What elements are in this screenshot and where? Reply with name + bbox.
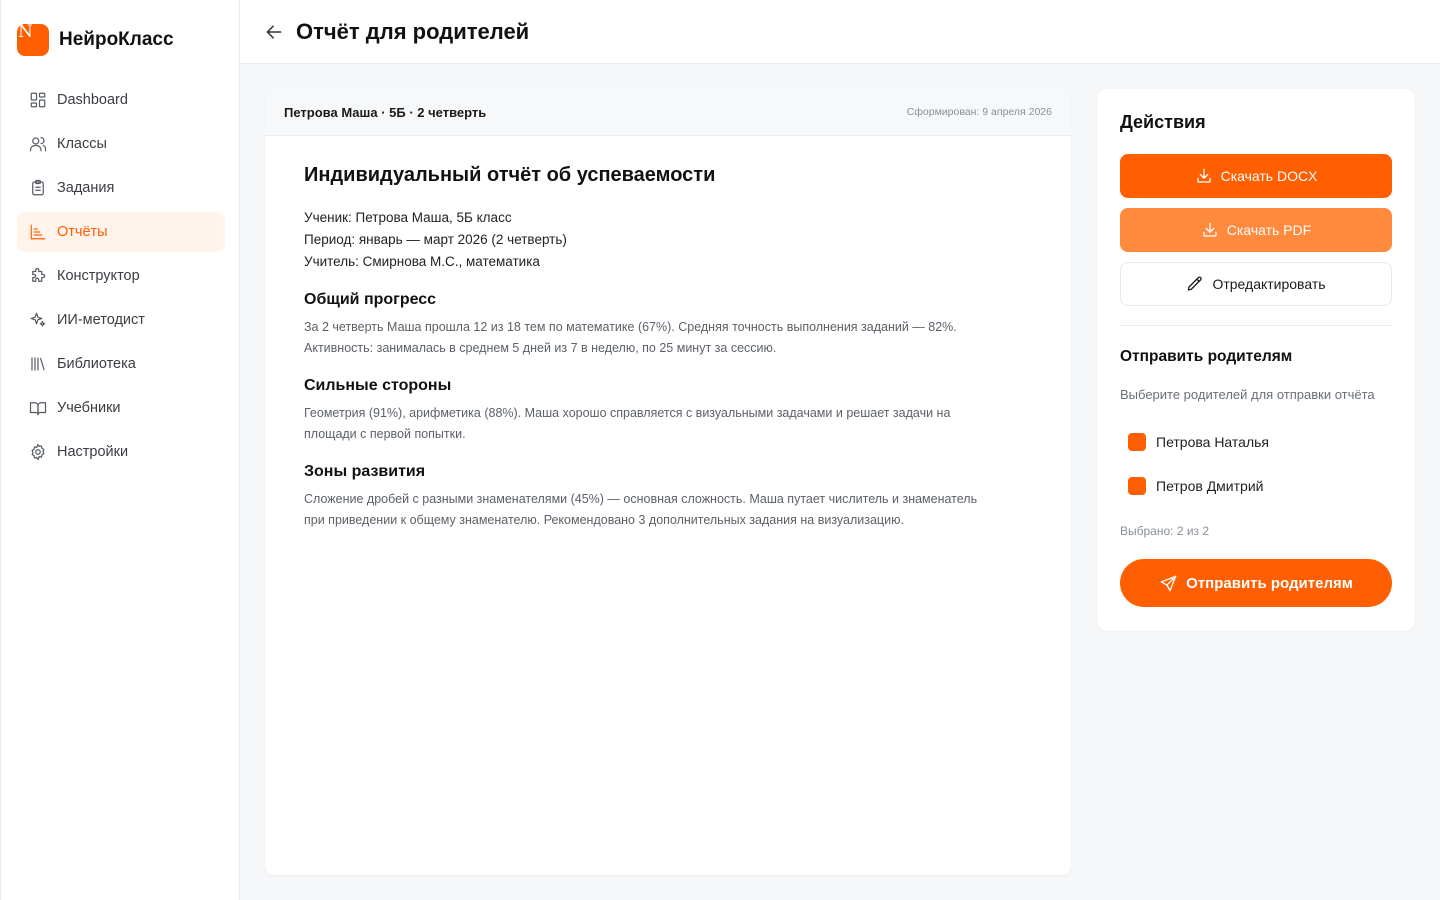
section-line: За 2 четверть Маша прошла 12 из 18 тем по математике (67%). Средняя точность выполнения заданий — 82%. — [304, 320, 957, 334]
sidebar-item-label: Учебники — [57, 400, 121, 416]
download-icon — [1195, 167, 1213, 185]
send-icon — [1159, 574, 1178, 593]
checkbox-checked[interactable] — [1128, 433, 1146, 451]
sidebar-item-classes[interactable] — [17, 124, 225, 164]
send-hint: Выберите родителей для отправки отчёта — [1120, 387, 1375, 402]
send-title: Отправить родителям — [1120, 348, 1293, 365]
users-icon — [29, 135, 47, 153]
report-teacher: Учитель: Смирнова М.С., математика — [304, 254, 540, 269]
report-period: Период: январь — март 2026 (2 четверть) — [304, 232, 567, 247]
actions-title: Действия — [1120, 112, 1206, 132]
chart-icon — [29, 223, 47, 241]
section-line: Геометрия (91%), арифметика (88%). Маша хорошо справляется с визуальными задачами и решает задачи на — [304, 406, 951, 420]
sidebar-item-assignments[interactable] — [17, 168, 225, 208]
parent-name: Петров Дмитрий — [1156, 478, 1264, 494]
sidebar-item-label: ИИ-методист — [57, 312, 145, 328]
clipboard-icon — [29, 179, 47, 197]
parent-checkbox-row[interactable] — [1128, 476, 1263, 496]
send-button-label: Отправить родителям — [1186, 574, 1353, 592]
library-icon — [29, 355, 47, 373]
book-open-icon — [29, 399, 47, 417]
brand-name: НейроКласс — [59, 29, 174, 50]
sidebar — [0, 0, 240, 900]
sidebar-item-textbooks[interactable] — [17, 388, 225, 428]
report-body — [265, 136, 1071, 559]
sidebar-item-ai-methodist[interactable] — [17, 300, 225, 340]
gear-icon — [29, 443, 47, 461]
section-title-strengths: Сильные стороны — [304, 377, 452, 394]
sidebar-item-reports[interactable] — [17, 212, 225, 252]
parent-checkbox-row[interactable] — [1128, 432, 1269, 452]
puzzle-icon — [29, 267, 47, 285]
sidebar-item-label: Библиотека — [57, 356, 136, 372]
sidebar-item-label: Конструктор — [57, 268, 140, 284]
brand-logo — [17, 24, 49, 56]
report-card — [265, 89, 1071, 875]
sidebar-item-constructor[interactable] — [17, 256, 225, 296]
edit-button[interactable] — [1120, 262, 1392, 306]
pencil-icon — [1186, 275, 1204, 293]
brand[interactable] — [17, 24, 174, 56]
section-line: Активность: занималась в среднем 5 дней из 7 в неделю, по 25 минут за сессию. — [304, 341, 777, 355]
download-pdf-button[interactable] — [1120, 208, 1392, 252]
divider — [1120, 325, 1392, 326]
sidebar-item-label: Классы — [57, 136, 107, 152]
sidebar-item-settings[interactable] — [17, 432, 225, 472]
send-to-parents-button[interactable] — [1120, 559, 1392, 607]
actions-panel — [1097, 89, 1415, 631]
sidebar-item-label: Настройки — [57, 444, 129, 460]
download-icon — [1201, 221, 1219, 239]
section-line: площади с первой попытки. — [304, 427, 466, 441]
sidebar-item-label: Отчёты — [57, 224, 108, 240]
page-title: Отчёт для родителей — [296, 18, 530, 44]
download-docx-button[interactable] — [1120, 154, 1392, 198]
download-pdf-label: Скачать PDF — [1226, 222, 1312, 238]
brand-logo-letter: N — [18, 24, 33, 42]
section-title-growth-areas: Зоны развития — [304, 463, 426, 480]
selected-count: Выбрано: 2 из 2 — [1120, 524, 1210, 538]
sidebar-item-label: Dashboard — [57, 92, 128, 108]
report-title: Индивидуальный отчёт об успеваемости — [304, 164, 716, 186]
top-bar — [240, 0, 1440, 64]
edit-label: Отредактировать — [1212, 276, 1326, 292]
sidebar-item-dashboard[interactable] — [17, 80, 225, 120]
report-header — [265, 89, 1071, 136]
download-docx-label: Скачать DOCX — [1220, 168, 1318, 184]
section-title-progress: Общий прогресс — [304, 291, 437, 308]
sidebar-item-library[interactable] — [17, 344, 225, 384]
section-line: при приведении к общему знаменателю. Рекомендовано 3 дополнительных задания на визуализацию. — [304, 513, 904, 527]
sidebar-nav — [17, 80, 225, 476]
sidebar-item-label: Задания — [57, 180, 115, 196]
checkbox-checked[interactable] — [1128, 477, 1146, 495]
report-generated-date: Сформирован: 9 апреля 2026 — [906, 106, 1052, 118]
parent-name: Петрова Наталья — [1156, 434, 1269, 450]
back-arrow-icon[interactable] — [264, 22, 284, 42]
report-student: Ученик: Петрова Маша, 5Б класс — [304, 210, 512, 225]
report-meta: Петрова Маша · 5Б · 2 четверть — [284, 104, 487, 120]
sparkles-icon — [29, 311, 47, 329]
section-line: Сложение дробей с разными знаменателями (45%) — основная сложность. Маша путает числитель и знаменатель — [304, 492, 978, 506]
dashboard-grid-icon — [29, 91, 47, 109]
